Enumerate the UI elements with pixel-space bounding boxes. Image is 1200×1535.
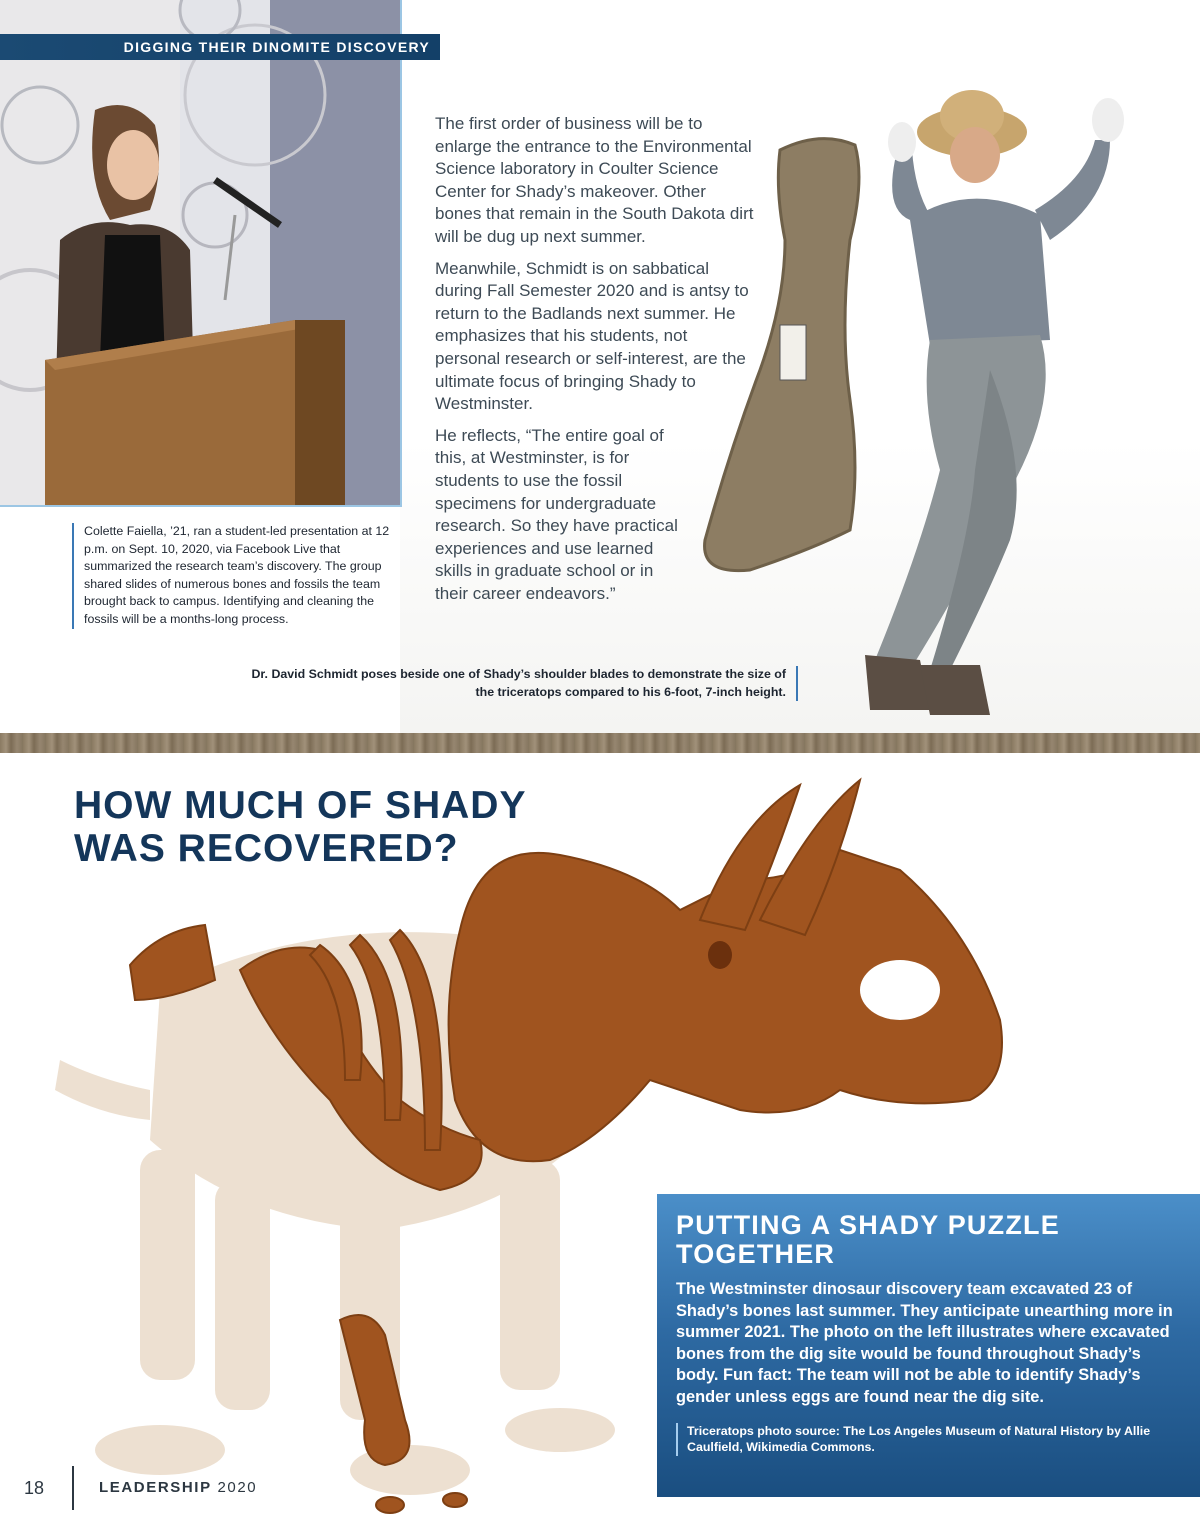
puzzle-sidebar	[657, 1194, 1200, 1497]
section-tag: DIGGING THEIR DINOMITE DISCOVERY	[0, 34, 440, 60]
schmidt-photo	[690, 70, 1200, 735]
publication-name: LEADERSHIP	[99, 1479, 212, 1496]
body-paragraph-3: He reflects, “The entire goal of this, at Westminster, is for students to use the fossil specimens for undergraduate research. So they have practical experiences and use learned skills in graduate school or in their career endeavors.”	[435, 425, 678, 603]
dirt-divider	[0, 733, 1200, 753]
footer-divider	[72, 1466, 74, 1510]
schmidt-caption: Dr. David Schmidt poses beside one of Shady’s shoulder blades to demonstrate the size of the triceratops compared to his 6-foot, 7-inch height.	[250, 666, 798, 701]
sidebar-text: The Westminster dinosaur discovery team excavated 23 of Shady’s bones last summer. They anticipate unearthing more in summer 2021. The photo on the left illustrates where excavated bones from the dig site would be found throughout Shady’s body. Fun fact: The team will not be able to identify Shady’s gender unless eggs are found near the dig site.	[676, 1280, 1173, 1406]
photo-source-credit: Triceratops photo source: The Los Angeles Museum of Natural History by Allie Caulfield, Wikimedia Commons.	[676, 1423, 1180, 1457]
schmidt-illustration	[690, 70, 1200, 735]
page-number: 18	[24, 1478, 45, 1498]
body-paragraph-2: Meanwhile, Schmidt is on sabbatical during Fall Semester 2020 and is antsy to return to the Badlands next summer. He emphasizes that his students, not personal research or self-interest, are the ultimate focus of bringing Shady to Westminster.	[435, 258, 749, 414]
publication-title	[99, 1479, 257, 1496]
presenter-illustration	[0, 0, 400, 505]
presenter-photo	[0, 0, 402, 507]
section-headline: HOW MUCH OF SHADY WAS RECOVERED?	[74, 784, 526, 870]
body-paragraph-1: The first order of business will be to enlarge the entrance to the Environmental Science laboratory in Coulter Science Center for Shady’s makeover. Other bones that remain in the South Dakota dirt will be dug up next summer.	[435, 114, 754, 246]
publication-year: 2020	[217, 1479, 258, 1496]
presenter-caption-text: Colette Faiella, ’21, ran a student-led presentation at 12 p.m. on Sept. 10, 2020, via Facebook Live that summarized the research team’s discovery. The group shared slides of numerous bones and fossils the team brought back to campus. Identifying and cleaning the fossils will be a months-long process.	[84, 524, 390, 626]
article-body	[435, 113, 755, 614]
sidebar-title: PUTTING A SHADY PUZZLE TOGETHER	[676, 1210, 1060, 1269]
presenter-caption	[72, 523, 404, 629]
